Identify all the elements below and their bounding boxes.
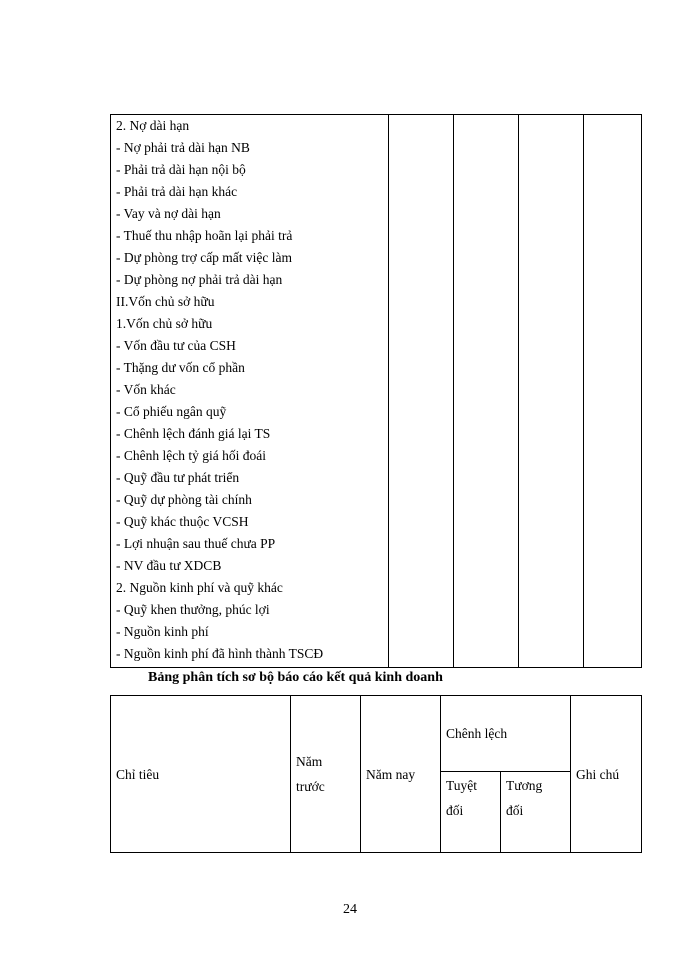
header-relative <box>501 772 571 853</box>
header-relative-line1: Tương <box>506 778 543 793</box>
balance-sheet-row: 2. Nợ dài hạn <box>116 118 190 133</box>
header-note <box>571 696 642 853</box>
value-column-cell <box>519 115 584 668</box>
balance-sheet-row: - Quỹ đầu tư phát triển <box>116 470 240 485</box>
header-difference <box>441 696 571 772</box>
header-absolute <box>441 772 501 853</box>
balance-sheet-row: - Quỹ khác thuộc VCSH <box>116 514 249 529</box>
header-last-year-line1: Năm <box>296 754 323 769</box>
balance-sheet-row: - Nguồn kinh phí <box>116 624 209 639</box>
balance-sheet-row: - Vay và nợ dài hạn <box>116 206 221 221</box>
page-number: 24 <box>343 902 357 917</box>
balance-sheet-row: - Dự phòng trợ cấp mất việc làm <box>116 250 293 265</box>
header-indicator <box>111 696 291 853</box>
balance-sheet-row: - Vốn khác <box>116 382 176 397</box>
balance-sheet-row: - Phải trả dài hạn khác <box>116 184 238 199</box>
income-analysis-table <box>110 695 642 853</box>
header-relative-line2: đối <box>506 803 524 818</box>
value-column-cell <box>389 115 454 668</box>
value-column-cell <box>584 115 642 668</box>
balance-sheet-row: - Vốn đầu tư của CSH <box>116 338 236 353</box>
value-column-cell <box>454 115 519 668</box>
balance-sheet-row: - Dự phòng nợ phải trả dài hạn <box>116 272 283 287</box>
header-this-year <box>361 696 441 853</box>
balance-sheet-row: - Thặng dư vốn cổ phần <box>116 360 245 375</box>
balance-sheet-row: - Phải trả dài hạn nội bộ <box>116 162 246 177</box>
header-last-year-line2: trước <box>296 779 325 794</box>
income-table-title: Bảng phân tích sơ bộ báo cáo kết quả kinh doanh <box>148 670 443 685</box>
header-last-year <box>291 696 361 853</box>
balance-sheet-row: 2. Nguồn kinh phí và quỹ khác <box>116 580 283 595</box>
balance-sheet-row: - Thuế thu nhập hoãn lại phải trả <box>116 228 293 243</box>
balance-sheet-row: - Nguồn kinh phí đã hình thành TSCĐ <box>116 646 324 661</box>
balance-sheet-table <box>110 114 642 668</box>
header-indicator-label: Chỉ tiêu <box>116 766 160 782</box>
balance-sheet-row: - NV đầu tư XDCB <box>116 558 222 573</box>
header-this-year-label: Năm nay <box>366 766 416 782</box>
header-note-label: Ghi chú <box>576 766 620 782</box>
items-column-cell <box>111 115 389 668</box>
balance-sheet-row: - Lợi nhuận sau thuế chưa PP <box>116 536 276 551</box>
balance-sheet-row: 1.Vốn chủ sở hữu <box>116 316 213 331</box>
balance-sheet-row: - Nợ phải trả dài hạn NB <box>116 140 250 155</box>
balance-sheet-row: - Cổ phiếu ngân quỹ <box>116 404 227 419</box>
header-difference-label: Chênh lệch <box>446 726 508 741</box>
header-absolute-line2: đối <box>446 803 464 818</box>
header-absolute-line1: Tuyệt <box>446 778 478 793</box>
balance-sheet-row: - Chênh lệch đánh giá lại TS <box>116 426 271 441</box>
balance-sheet-row: - Quỹ khen thưởng, phúc lợi <box>116 602 270 617</box>
balance-sheet-row: - Chênh lệch tỷ giá hối đoái <box>116 448 266 463</box>
balance-sheet-row: - Quỹ dự phòng tài chính <box>116 492 252 507</box>
balance-sheet-row: II.Vốn chủ sở hữu <box>116 294 215 309</box>
items-list <box>111 115 388 666</box>
